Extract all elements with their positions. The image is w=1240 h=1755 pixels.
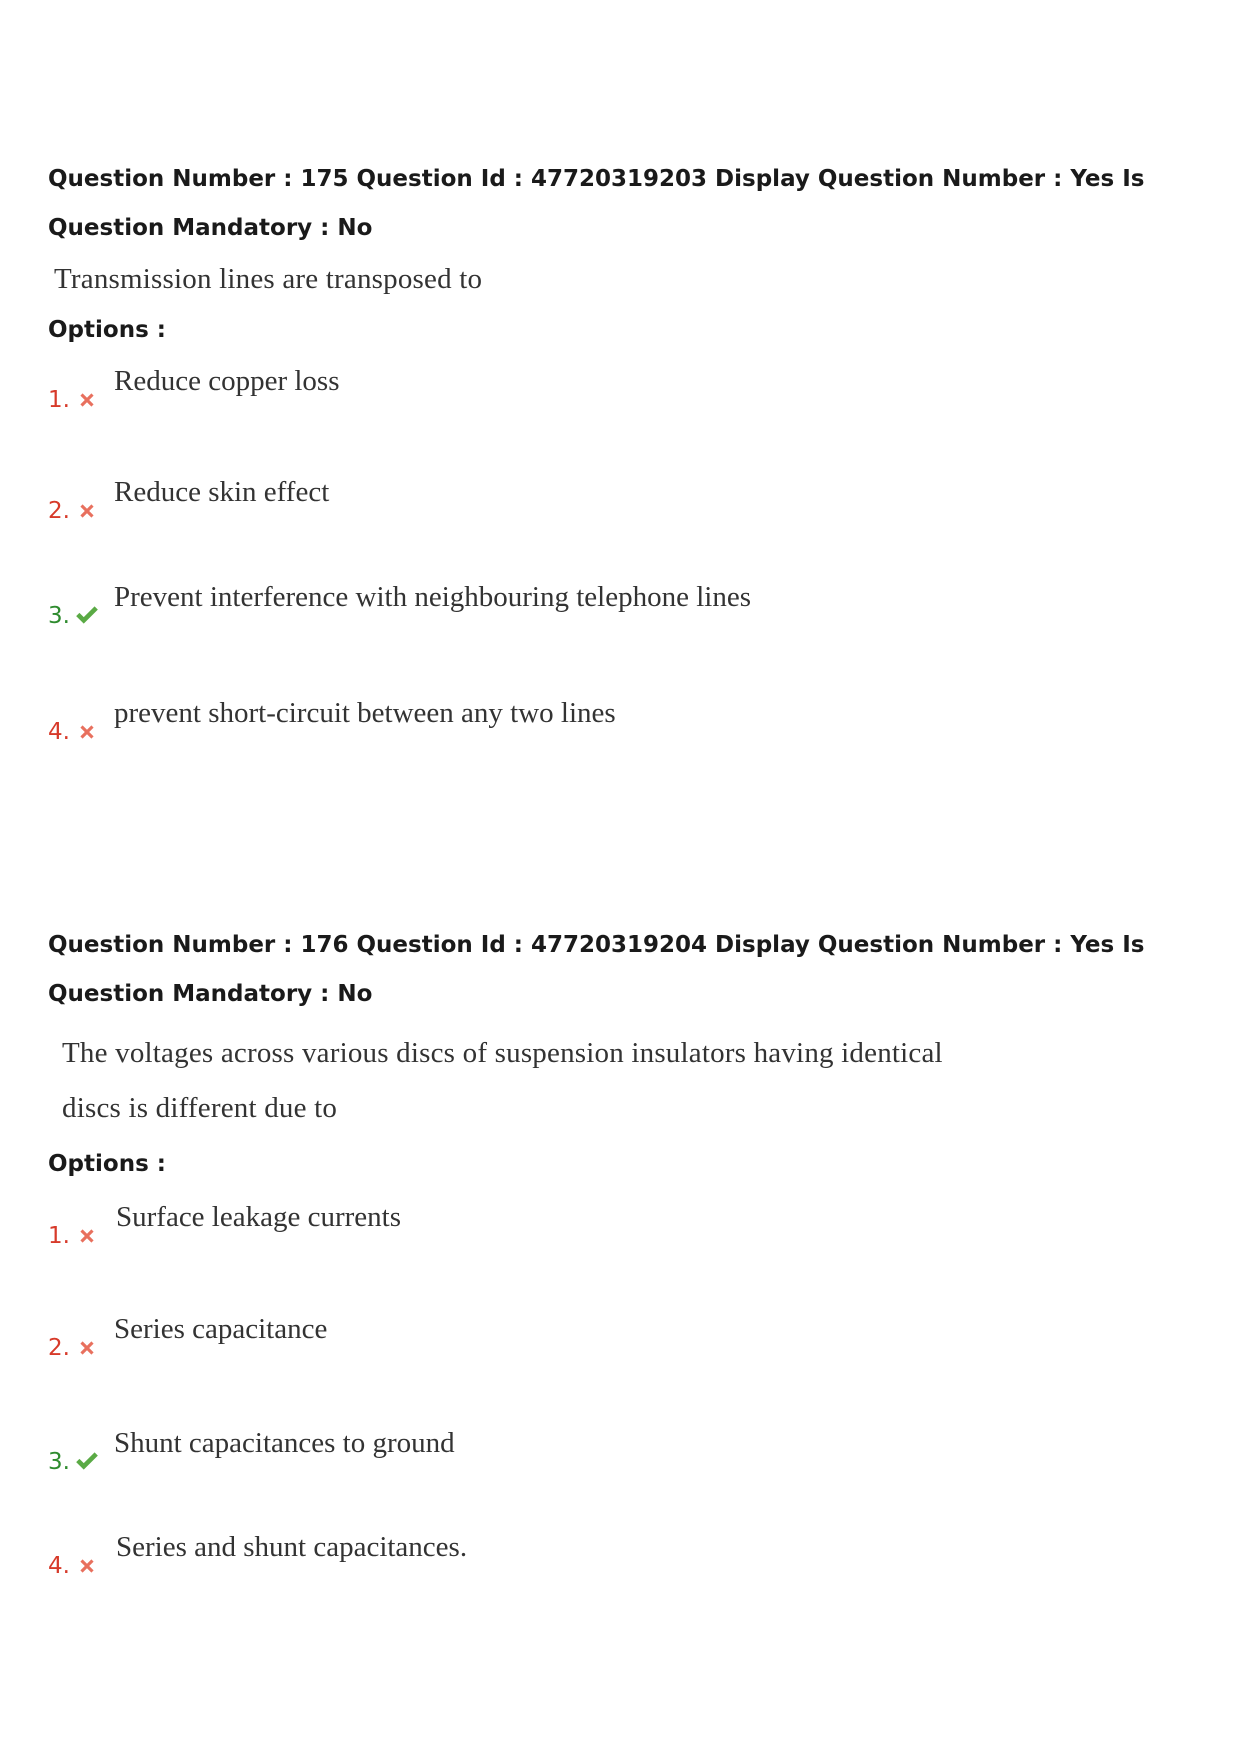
cross-icon xyxy=(76,1337,98,1359)
option-1 xyxy=(48,365,1148,425)
option-number: 2. xyxy=(48,1335,70,1361)
option-text: Series and shunt capacitances. xyxy=(116,1531,468,1563)
option-2 xyxy=(48,476,1148,536)
options-label: Options : xyxy=(48,1151,166,1177)
option-number: 1. xyxy=(48,1223,70,1249)
option-4 xyxy=(48,697,1148,757)
question-176 xyxy=(48,921,1208,1579)
cross-icon xyxy=(76,389,98,411)
option-number: 3. xyxy=(48,1449,70,1475)
option-text: Shunt capacitances to ground xyxy=(114,1427,455,1459)
option-3 xyxy=(48,581,1148,641)
question-text: Transmission lines are transposed to xyxy=(54,263,483,295)
cross-icon xyxy=(76,500,98,522)
option-4 xyxy=(48,1531,1148,1591)
option-text: prevent short-circuit between any two lines xyxy=(114,697,616,729)
cross-icon xyxy=(76,1225,98,1247)
option-number: 2. xyxy=(48,498,70,524)
option-text: Reduce copper loss xyxy=(114,365,340,397)
option-text: Surface leakage currents xyxy=(116,1201,402,1233)
option-number: 4. xyxy=(48,719,70,745)
option-text: Reduce skin effect xyxy=(114,476,330,508)
question-175 xyxy=(48,155,1208,745)
question-text-line-2: discs is different due to xyxy=(62,1092,338,1124)
check-icon xyxy=(74,1449,100,1473)
cross-icon xyxy=(76,721,98,743)
question-header: Question Number : 175 Question Id : 47720319203 Display Question Number : Yes Is Question Mandatory : No xyxy=(48,166,1145,241)
option-1 xyxy=(48,1201,1148,1261)
option-number: 4. xyxy=(48,1553,70,1579)
question-text-line-1: The voltages across various discs of suspension insulators having identical xyxy=(62,1037,943,1069)
option-2 xyxy=(48,1313,1148,1373)
cross-icon xyxy=(76,1555,98,1577)
option-text: Prevent interference with neighbouring telephone lines xyxy=(114,581,751,613)
option-number: 1. xyxy=(48,387,70,413)
question-header: Question Number : 176 Question Id : 47720319204 Display Question Number : Yes Is Question Mandatory : No xyxy=(48,932,1145,1007)
option-text: Series capacitance xyxy=(114,1313,328,1345)
option-3 xyxy=(48,1427,1148,1487)
options-label: Options : xyxy=(48,317,166,343)
option-number: 3. xyxy=(48,603,70,629)
check-icon xyxy=(74,603,100,627)
